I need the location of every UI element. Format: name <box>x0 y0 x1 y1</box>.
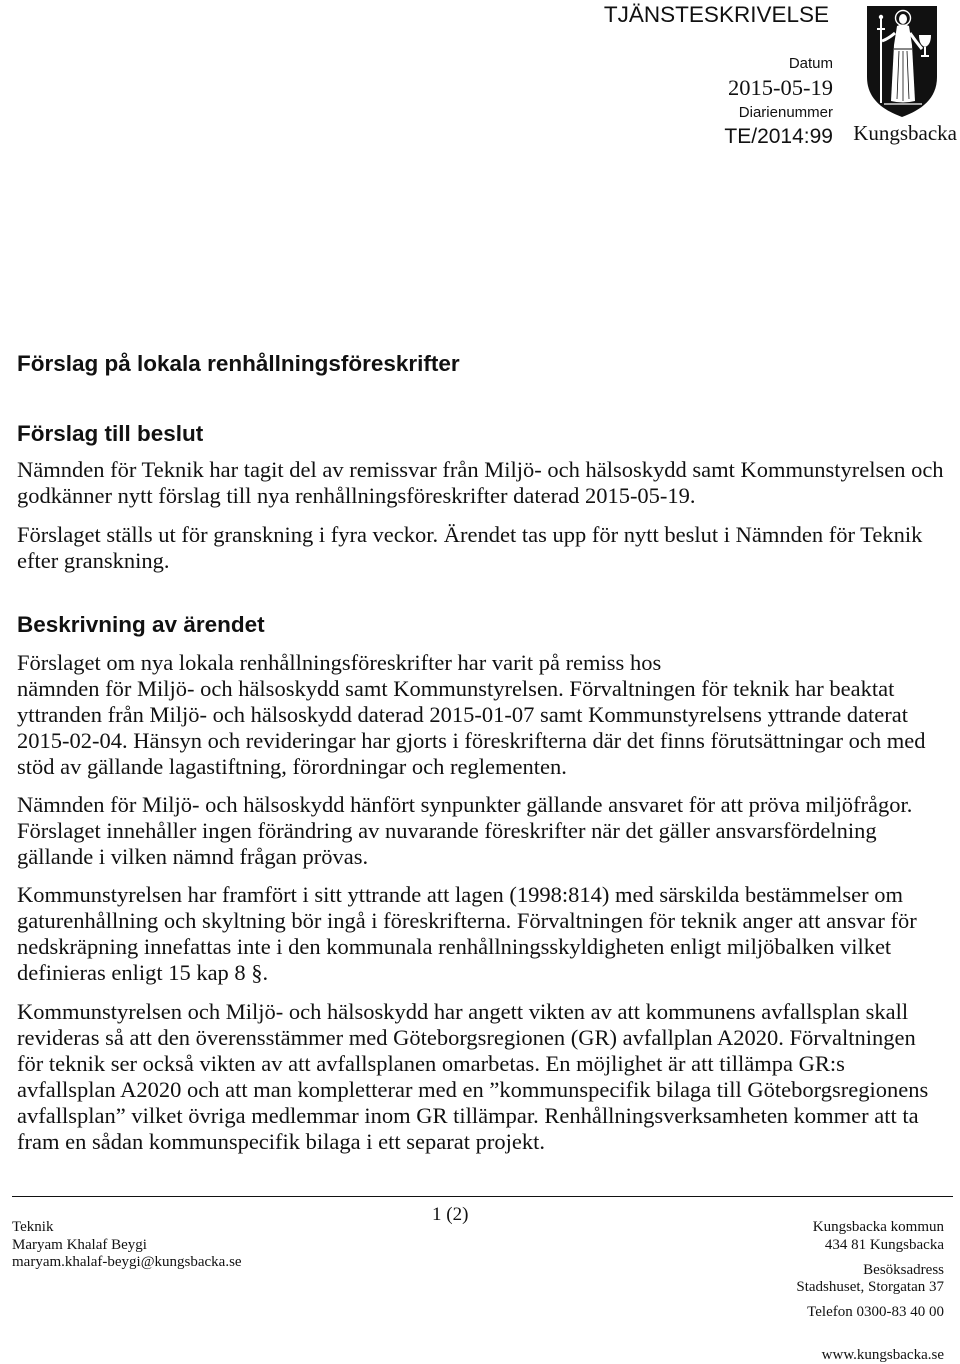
text-line: avfallsplan” vilket övriga medlemmar inom GR tillämpar. Renhållningsverksamheten kommer att ta <box>17 1103 919 1128</box>
text-line: revideras så att den överensstämmer med Göteborgsregionen (GR) avfallplan A2020. Förvaltningen <box>17 1025 916 1050</box>
paragraph <box>17 650 925 780</box>
paragraph <box>17 522 922 574</box>
date-value: 2015-05-19 <box>728 75 833 100</box>
footer-postal-address: 434 81 Kungsbacka <box>824 1237 944 1253</box>
footer-divider <box>12 1196 953 1197</box>
text-line: Kommunstyrelsen har framfört i sitt yttrande att lagen (1998:814) med särskilda bestämmelser om <box>17 882 904 907</box>
text-line: avfallsplan A2020 och att man kompletterar med en ”kommunspecifik bilaga till Göteborgsregionens <box>17 1077 929 1102</box>
footer-contact-email: maryam.khalaf-beygi@kungsbacka.se <box>12 1254 242 1270</box>
section-heading: Förslag till beslut <box>17 421 204 446</box>
reference-value: TE/2014:99 <box>724 125 833 148</box>
paragraph <box>17 999 928 1155</box>
text-line: definieras enligt 15 kap 8 §. <box>17 960 269 985</box>
text-line: Nämnden för Teknik har tagit del av remissvar från Miljö- och hälsoskydd samt Kommunstyrelsen och <box>17 457 944 482</box>
date-label: Datum <box>788 55 833 72</box>
paragraph <box>17 792 912 870</box>
footer-phone: Telefon 0300-83 40 00 <box>807 1304 944 1320</box>
text-line: nämnden för Miljö- och hälsoskydd samt Kommunstyrelsen. Förvaltningen för teknik har beaktat <box>17 676 895 701</box>
footer-visit-label: Besöksadress <box>863 1262 944 1278</box>
text-line: Förslaget om nya lokala renhållningsföreskrifter har varit på remiss hos <box>17 650 662 675</box>
text-line: yttranden från Miljö- och hälsoskydd daterad 2015-01-07 samt Kommunstyrelsens yttrande daterat <box>17 702 909 727</box>
text-line: Förslaget ställs ut för granskning i fyra veckor. Ärendet tas upp för nytt beslut i Nämnden för Teknik <box>17 522 923 547</box>
text-line: stöd av gällande lagastiftning, förordningar och reglementen. <box>17 754 567 779</box>
footer-contact-name: Maryam Khalaf Beygi <box>12 1236 147 1253</box>
text-line: Nämnden för Miljö- och hälsoskydd hänfört synpunkter gällande ansvaret för att pröva miljöfrågor. <box>17 792 913 817</box>
text-line: nedskräpning innefattas inte i den kommunala renhållningsskyldigheten enligt miljöbalken vilket <box>17 934 892 959</box>
footer-visit-address: Stadshuset, Storgatan 37 <box>796 1279 944 1295</box>
paragraph <box>17 882 917 986</box>
coat-of-arms-icon <box>866 5 938 118</box>
text-line: godkänner nytt förslag till nya renhållningsföreskrifter daterad 2015-05-19. <box>17 483 696 508</box>
reference-label: Diarienummer <box>738 104 833 121</box>
section-heading: Beskrivning av ärendet <box>17 612 265 637</box>
text-line: för teknik ser också vikten av att avfallsplanen omarbetas. En möjlighet är att tillämpa GR:s <box>17 1051 845 1076</box>
logo-wordmark: Kungsbacka <box>853 121 957 145</box>
text-line: fram en sådan kommunspecifik bilaga i ett separat projekt. <box>17 1129 545 1154</box>
footer-department: Teknik <box>12 1219 54 1235</box>
document-type: TJÄNSTESKRIVELSE <box>603 2 829 27</box>
footer-org-name: Kungsbacka kommun <box>812 1219 944 1235</box>
text-line: 2015-02-04. Hänsyn och revideringar har gjorts i föreskrifterna där det finns förutsättningar och med <box>17 728 926 753</box>
page-number: 1 (2) <box>432 1204 469 1225</box>
text-line: efter granskning. <box>17 548 170 573</box>
paragraph <box>17 457 944 509</box>
footer-website: www.kungsbacka.se <box>821 1347 944 1363</box>
document-title: Förslag på lokala renhållningsföreskrifter <box>17 351 460 376</box>
text-line: gaturenhållning och skyltning bör ingå i föreskrifterna. Förvaltningen för teknik anger att ansvar för <box>17 908 917 933</box>
text-line: gällande i vilken nämnd frågan prövas. <box>17 844 369 869</box>
text-line: Kommunstyrelsen och Miljö- och hälsoskydd har angett vikten av att kommunens avfallsplan skall <box>17 999 909 1024</box>
text-line: Förslaget innehåller ingen förändring av nuvarande föreskrifter när det gäller ansvarsfördelning <box>17 818 877 843</box>
